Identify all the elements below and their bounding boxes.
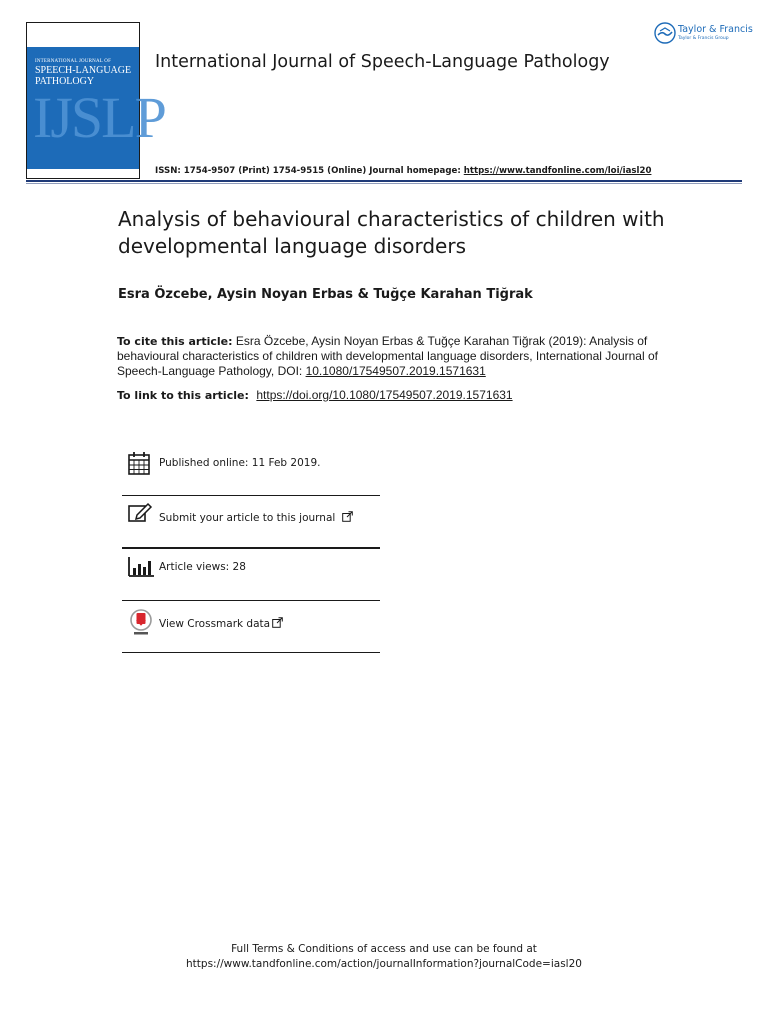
crossmark-icon: [128, 609, 154, 637]
crossmark-row[interactable]: [122, 606, 380, 646]
info-divider: [122, 495, 380, 496]
citation-text: Esra Özcebe, Aysin Noyan Erbas & Tuğçe Karahan Tiğrak (2019): Analysis of behavioural characteristics of children with developmental language disorders, International Journal of Speech-Language Pathology, DOI:: [117, 334, 658, 378]
article-authors: Esra Özcebe, Aysin Noyan Erbas & Tuğçe Karahan Tiğrak: [118, 287, 533, 302]
external-link-icon: [342, 511, 353, 522]
article-link-line: [117, 388, 513, 402]
citation-label: To cite this article:: [117, 335, 233, 348]
cover-line-2: SPEECH-LANGUAGE: [35, 65, 132, 77]
submit-article-label: Submit your article to this journal: [159, 512, 336, 524]
info-divider: [122, 547, 380, 549]
bar-chart-icon: [128, 557, 154, 577]
calendar-icon: [128, 451, 150, 475]
info-divider: [122, 652, 380, 653]
link-label: To link to this article:: [117, 389, 249, 402]
article-title: Analysis of behavioural characteristics of children with developmental language disorders: [118, 207, 665, 258]
cover-title: [35, 59, 135, 87]
citation-block: [117, 334, 662, 379]
taylor-francis-logo-icon: [654, 22, 676, 44]
article-views-row: [122, 552, 380, 592]
header-rule-thin: [26, 183, 742, 184]
journal-cover: [26, 22, 165, 179]
submit-article-link[interactable]: [159, 511, 353, 524]
header-rule: [26, 180, 742, 182]
cover-line-3: PATHOLOGY: [35, 75, 95, 87]
journal-homepage-link[interactable]: https://www.tandfonline.com/loi/iasl20: [463, 166, 652, 176]
doi-link[interactable]: 10.1080/17549507.2019.1571631: [305, 364, 486, 378]
publisher-subtitle: Taylor & Francis Group: [678, 36, 729, 41]
footer: [0, 942, 768, 972]
publisher-logo[interactable]: [654, 22, 753, 46]
cover-abbreviation: IJSLP: [33, 85, 165, 150]
footer-terms-link[interactable]: https://www.tandfonline.com/action/journalInformation?journalCode=iasl20: [186, 958, 582, 970]
external-link-icon: [272, 617, 283, 628]
article-url-link[interactable]: https://doi.org/10.1080/17549507.2019.1571631: [256, 388, 513, 402]
issn-line: [155, 166, 651, 176]
publisher-name: Taylor & Francis: [678, 24, 753, 35]
edit-icon: [128, 503, 152, 523]
submit-article-row[interactable]: [122, 500, 380, 540]
footer-terms-text: Full Terms & Conditions of access and use can be found at: [231, 943, 537, 955]
article-views-text: Article views: 28: [159, 561, 246, 573]
issn-text: ISSN: 1754-9507 (Print) 1754-9515 (Online) Journal homepage:: [155, 166, 464, 176]
info-divider: [122, 600, 380, 601]
cover-line-1: INTERNATIONAL JOURNAL OF: [35, 59, 112, 64]
published-online-text: Published online: 11 Feb 2019.: [159, 457, 321, 469]
published-online-row: [122, 446, 380, 486]
crossmark-label: View Crossmark data: [159, 618, 271, 630]
journal-title: International Journal of Speech-Language Pathology: [155, 52, 610, 72]
crossmark-link[interactable]: [159, 617, 283, 630]
